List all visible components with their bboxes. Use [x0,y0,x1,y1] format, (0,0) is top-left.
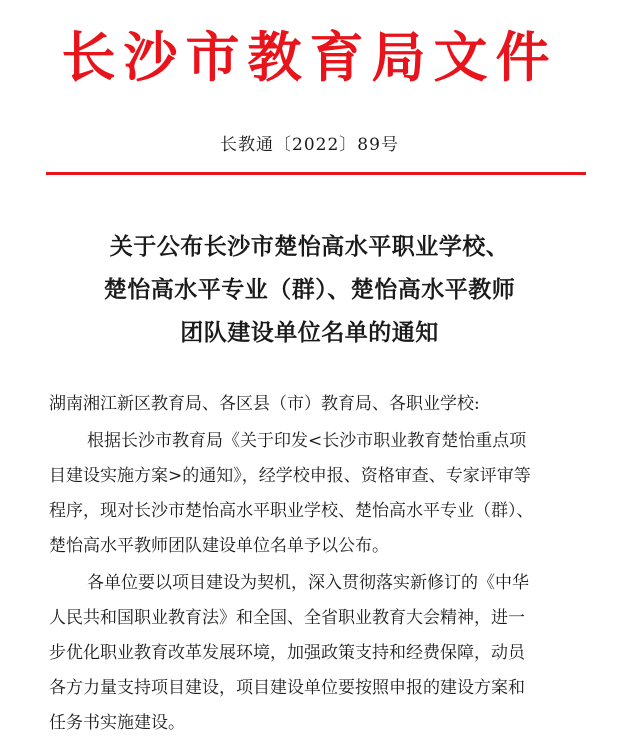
notice-title-line: 团队建设单位名单的通知 [180,320,439,346]
notice-title-line: 关于公布长沙市楚怡高水平职业学校、 [109,234,510,260]
notice-title-line: 楚怡高水平专业（群）、楚怡高水平教师 [103,277,516,303]
paragraph-line: 各单位要以项目建设为契机，深入贯彻落实新修订的《中华 [87,573,529,593]
body-paragraph-2 [49,566,594,741]
body-paragraph-1 [49,424,594,564]
paragraph-line: 各方力量支持项目建设，项目建设单位要按照申报的建设方案和 [49,678,525,698]
paragraph-line: 任务书实施建设。 [49,713,185,733]
document-number: 长教通〔2022〕89号 [220,135,399,155]
paragraph-line: 楚怡高水平教师团队建设单位名单予以公布。 [49,536,389,556]
paragraph-line: 根据长沙市教育局《关于印发<长沙市职业教育楚怡重点项 [87,431,527,451]
document-header-title: 长沙市教育局文件 [61,25,558,89]
paragraph-line: 程序，现对长沙市楚怡高水平职业学校、楚怡高水平专业（群）、 [49,501,534,521]
paragraph-line: 目建设实施方案>的通知》，经学校申报、资格审查、专家评审等 [49,466,531,486]
paragraph-line: 步优化职业教育改革发展环境，加强政策支持和经费保障，动员 [49,643,525,663]
red-divider-line [46,172,586,175]
paragraph-line: 人民共和国职业教育法》和全国、全省职业教育大会精神，进一 [49,608,525,628]
salutation: 湖南湘江新区教育局、各区县（市）教育局、各职业学校: [49,394,480,414]
notice-title [0,226,619,355]
